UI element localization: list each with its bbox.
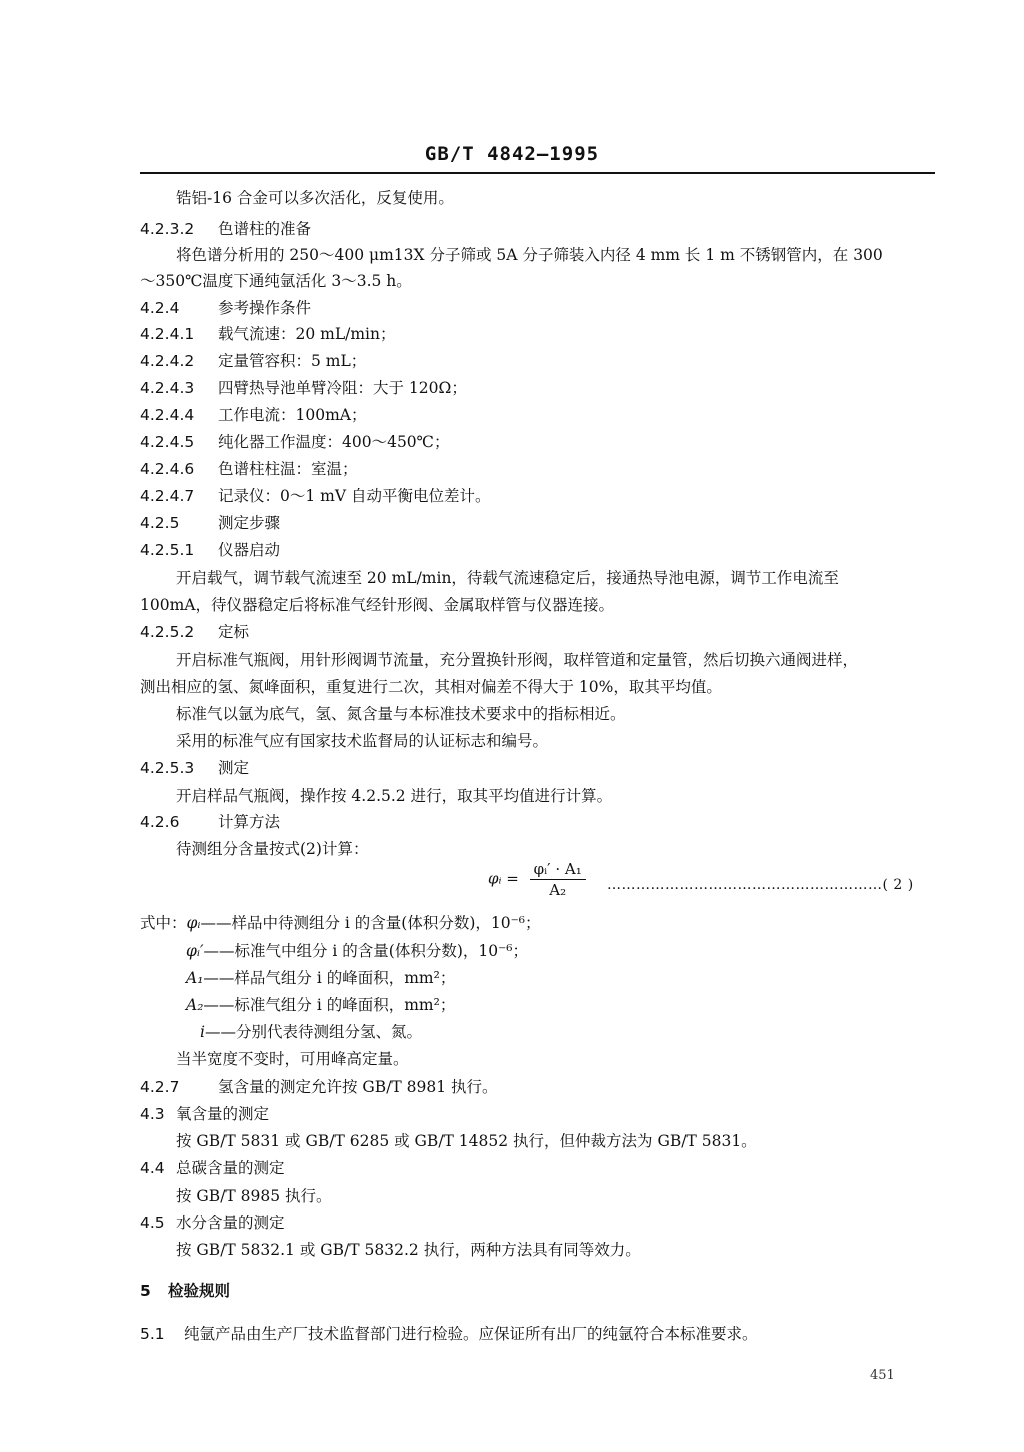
clause-number: 4.2.4: [140, 299, 180, 317]
section-title: 检验规则: [168, 1281, 231, 1300]
where-item: [186, 941, 528, 961]
clause-heading: [140, 1324, 758, 1344]
clause-number: 4.2.4.3: [140, 379, 195, 397]
clause-title: 氧含量的测定: [176, 1105, 270, 1123]
section-number: 5: [140, 1282, 151, 1300]
clause-title: 定量管容积：5 mL；: [218, 352, 367, 370]
clause-number: 4.2.4.1: [140, 325, 195, 343]
clause-number: 4.2.7: [140, 1078, 180, 1096]
section-heading: [140, 1281, 230, 1301]
clause-title: 载气流速：20 mL/min；: [218, 325, 396, 343]
paragraph: 按 GB/T 8985 执行。: [176, 1187, 332, 1205]
clause-heading: [140, 812, 280, 832]
clause-heading: [140, 324, 396, 344]
clause-number: 4.3: [140, 1105, 165, 1123]
clause-heading: [140, 459, 358, 479]
clause-heading: [140, 1104, 269, 1124]
clause-heading: [140, 540, 280, 560]
clause-number: 4.2.4.4: [140, 406, 195, 424]
clause-heading: [140, 1158, 285, 1178]
clause-number: 4.2.5.2: [140, 623, 195, 641]
clause-heading: [140, 432, 450, 452]
clause-heading: [140, 758, 249, 778]
clause-heading: [140, 622, 249, 642]
clause-number: 4.5: [140, 1214, 165, 1232]
clause-number: 5.1: [140, 1325, 165, 1343]
clause-title: 水分含量的测定: [176, 1214, 285, 1232]
clause-title: 参考操作条件: [218, 299, 312, 317]
clause-heading: [140, 298, 311, 318]
paragraph: 当半宽度不变时，可用峰高定量。: [176, 1050, 409, 1068]
clause-title: 测定: [218, 759, 250, 777]
clause-number: 4.2.3.2: [140, 220, 195, 238]
clause-number: 4.2.5.1: [140, 541, 195, 559]
clause-number: 4.2.4.7: [140, 487, 195, 505]
paragraph: 开启载气，调节载气流速至 20 mL/min，待载气流速稳定后，接通热导池电源，调节工作电流至: [176, 569, 839, 587]
equation-leader: [607, 877, 914, 893]
paragraph: 按 GB/T 5832.1 或 GB/T 5832.2 执行，两种方法具有同等效力。: [176, 1241, 641, 1259]
page-header: GB/T 4842—1995: [424, 143, 600, 165]
paragraph: 待测组分含量按式(2)计算：: [176, 840, 369, 858]
where-symbol: φᵢ: [186, 914, 201, 932]
paragraph: 标准气以氩为底气，氢、氮含量与本标准技术要求中的指标相近。: [176, 705, 626, 723]
where-definition: ——分别代表待测组分氢、氮。: [204, 1023, 422, 1041]
clause-title: 四臂热导池单臂冷阻：大于 120Ω；: [218, 379, 467, 397]
clause-title: 记录仪：0～1 mV 自动平衡电位差计。: [218, 487, 491, 505]
equation-number: ( 2 ): [882, 877, 914, 893]
equation-denominator: A₂: [549, 881, 567, 899]
clause-heading: [140, 219, 311, 239]
clause-title: 氢含量的测定允许按 GB/T 8981 执行。: [218, 1078, 498, 1096]
equation-2: [488, 860, 586, 899]
paragraph: 将色谱分析用的 250～400 μm13X 分子筛或 5A 分子筛装入内径 4 mm 长 1 m 不锈钢管内，在 300: [176, 246, 883, 264]
where-definition: ——标准气组分 i 的峰面积，mm²；: [203, 996, 456, 1014]
clause-title: 测定步骤: [218, 514, 281, 532]
paragraph: 采用的标准气应有国家技术监督局的认证标志和编号。: [176, 732, 549, 750]
clause-heading: [140, 1213, 285, 1233]
clause-heading: [140, 351, 366, 371]
clause-title: 色谱柱的准备: [218, 220, 312, 238]
clause-heading: [140, 1077, 498, 1097]
clause-heading: [140, 486, 490, 506]
where-item: [140, 913, 541, 933]
paragraph: 开启标准气瓶阀，用针形阀调节流量，充分置换针形阀，取样管道和定量管，然后切换六通阀进样，: [176, 651, 859, 669]
where-item: [200, 1022, 422, 1042]
where-symbol: A₁: [186, 969, 204, 987]
clause-number: 4.2.4.2: [140, 352, 195, 370]
clause-heading: [140, 405, 366, 425]
equation-lhs: φᵢ =: [488, 869, 519, 888]
clause-number: 4.2.4.6: [140, 460, 195, 478]
header-rule: [140, 172, 935, 174]
clause-number: 4.4: [140, 1159, 165, 1177]
clause-number: 4.2.5: [140, 514, 180, 532]
where-symbol: A₂: [186, 996, 204, 1014]
paragraph: 测出相应的氢、氮峰面积，重复进行二次，其相对偏差不得大于 10%，取其平均值。: [140, 678, 722, 696]
clause-title: 工作电流：100mA；: [218, 406, 367, 424]
clause-title: 纯氩产品由生产厂技术监督部门进行检验。应保证所有出厂的纯氩符合本标准要求。: [184, 1325, 758, 1343]
where-symbol: φᵢ′: [186, 942, 204, 960]
leader-dots: …………………………………………………: [607, 877, 883, 893]
where-definition: ——标准气中组分 i 的含量(体积分数)，10⁻⁶；: [203, 942, 529, 960]
clause-title: 总碳含量的测定: [176, 1159, 285, 1177]
clause-heading: [140, 378, 467, 398]
clause-title: 色谱柱柱温：室温；: [218, 460, 358, 478]
where-prefix: 式中：: [140, 914, 187, 932]
paragraph: 锆铝-16 合金可以多次活化，反复使用。: [176, 189, 454, 207]
clause-title: 仪器启动: [218, 541, 281, 559]
clause-title: 定标: [218, 623, 250, 641]
where-definition: ——样品中待测组分 i 的含量(体积分数)，10⁻⁶；: [200, 914, 541, 932]
clause-title: 计算方法: [218, 813, 281, 831]
paragraph: 按 GB/T 5831 或 GB/T 6285 或 GB/T 14852 执行，但仲裁方法为 GB/T 5831。: [176, 1132, 757, 1150]
page-number: 451: [870, 1368, 895, 1383]
where-symbol: i: [200, 1023, 205, 1041]
where-item: [186, 995, 455, 1015]
clause-number: 4.2.6: [140, 813, 180, 831]
equation-numerator: φᵢ′ · A₁: [530, 860, 586, 880]
paragraph: 100mA，待仪器稳定后将标准气经针形阀、金属取样管与仪器连接。: [140, 596, 614, 614]
clause-number: 4.2.4.5: [140, 433, 195, 451]
where-item: [186, 968, 455, 988]
equation-fraction: [530, 860, 586, 899]
clause-number: 4.2.5.3: [140, 759, 195, 777]
paragraph: 开启样品气瓶阀，操作按 4.2.5.2 进行，取其平均值进行计算。: [176, 787, 613, 805]
clause-title: 纯化器工作温度：400～450℃；: [218, 433, 450, 451]
clause-heading: [140, 513, 280, 533]
where-definition: ——样品气组分 i 的峰面积，mm²；: [203, 969, 456, 987]
paragraph: ～350℃温度下通纯氩活化 3～3.5 h。: [140, 272, 412, 290]
